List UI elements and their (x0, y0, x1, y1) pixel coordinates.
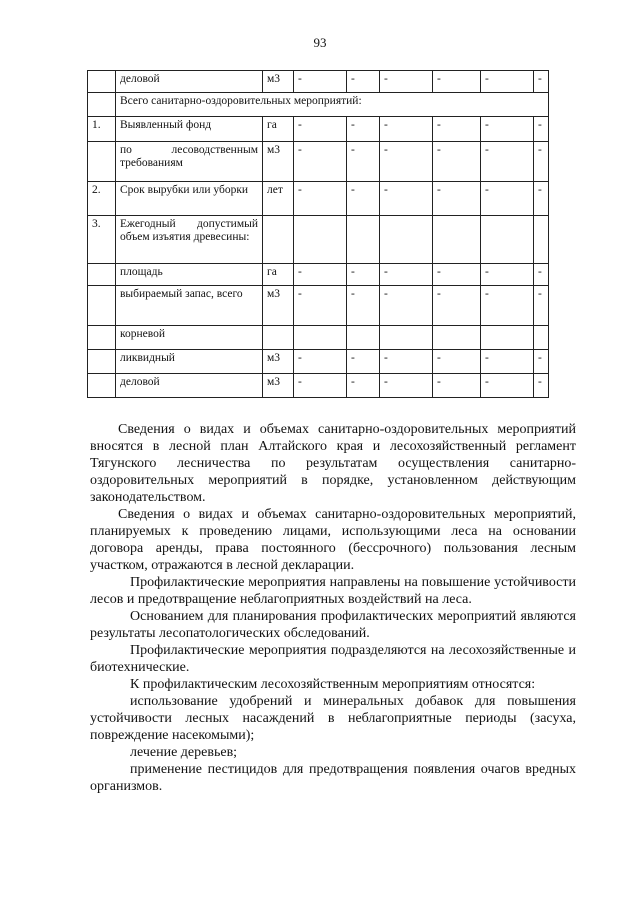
value-cell: - (347, 71, 380, 93)
unit-cell: м3 (263, 142, 294, 182)
value-cell: - (380, 117, 433, 142)
table-row (88, 117, 549, 142)
value-cell (294, 216, 347, 264)
value-cell: - (347, 182, 380, 216)
value-cell: - (481, 71, 534, 93)
forestry-table (87, 70, 549, 398)
row-number-cell: 3. (88, 216, 116, 264)
value-cell: - (534, 374, 549, 398)
table-row (88, 264, 549, 286)
value-cell: - (380, 142, 433, 182)
indicator-name-cell: по лесоводственным требованиям (116, 142, 263, 182)
unit-cell: м3 (263, 374, 294, 398)
value-cell (481, 326, 534, 350)
value-cell: - (481, 182, 534, 216)
value-cell: - (433, 286, 481, 326)
value-cell: - (433, 182, 481, 216)
body-text (90, 421, 576, 795)
paragraph: Сведения о видах и объемах санитарно-оздоровительных мероприятий вносятся в лесной план Алтайского края и лесохозяйственный регламент Тягунского лесничества по результатам осуществления санитарно-оздоровительных мероприятий в порядке, установленном действующим законодательством. (90, 422, 576, 505)
unit-cell: м3 (263, 350, 294, 374)
value-cell: - (534, 71, 549, 93)
paragraph: Сведения о видах и объемах санитарно-оздоровительных мероприятий, планируемых к проведению лицами, использующими леса на основании договора аренды, права постоянного (бессрочного) пользования лесным участком, отражаются в лесной декларации. (90, 507, 576, 573)
value-cell: - (433, 71, 481, 93)
table-row (88, 182, 549, 216)
value-cell: - (380, 182, 433, 216)
table-row (88, 326, 549, 350)
paragraph: применение пестицидов для предотвращения появления очагов вредных организмов. (90, 762, 576, 794)
row-number-cell (88, 374, 116, 398)
value-cell: - (433, 350, 481, 374)
indicator-name-cell: площадь (116, 264, 263, 286)
row-number-cell (88, 142, 116, 182)
value-cell: - (347, 117, 380, 142)
unit-cell: лет (263, 182, 294, 216)
value-cell: - (433, 142, 481, 182)
value-cell (433, 216, 481, 264)
paragraph: Профилактические мероприятия направлены на повышение устойчивости лесов и предотвращение неблагоприятных воздействий на леса. (90, 575, 576, 607)
page-number: 93 (313, 35, 327, 50)
value-cell (481, 216, 534, 264)
value-cell: - (534, 182, 549, 216)
table-row (88, 350, 549, 374)
unit-cell: га (263, 117, 294, 142)
indicator-name-cell: Ежегодный допустимый объем изъятия древесины: (116, 216, 263, 264)
value-cell: - (481, 374, 534, 398)
row-number-cell (88, 326, 116, 350)
value-cell: - (294, 374, 347, 398)
table-section-row (88, 93, 549, 117)
unit-cell (263, 326, 294, 350)
value-cell: - (347, 350, 380, 374)
row-number-cell (88, 93, 116, 117)
paragraph: лечение деревьев; (130, 745, 238, 760)
paragraph: использование удобрений и минеральных добавок для повышения устойчивости лесных насаждений в неблагоприятные периоды (засуха, повреждение насекомыми); (90, 694, 576, 743)
value-cell: - (380, 350, 433, 374)
table-row (88, 286, 549, 326)
section-title: Всего санитарно-оздоровительных мероприятий: (116, 93, 549, 117)
paragraph: Профилактические мероприятия подразделяются на лесохозяйственные и биотехнические. (90, 643, 576, 675)
value-cell: - (294, 71, 347, 93)
value-cell: - (294, 286, 347, 326)
value-cell (294, 326, 347, 350)
value-cell: - (294, 264, 347, 286)
table-row (88, 142, 549, 182)
value-cell (347, 216, 380, 264)
value-cell: - (380, 374, 433, 398)
value-cell: - (534, 286, 549, 326)
value-cell: - (380, 264, 433, 286)
value-cell: - (347, 374, 380, 398)
value-cell: - (294, 117, 347, 142)
table-row (88, 374, 549, 398)
unit-cell: м3 (263, 71, 294, 93)
value-cell: - (481, 264, 534, 286)
value-cell: - (294, 142, 347, 182)
table-row (88, 71, 549, 93)
row-number-cell: 2. (88, 182, 116, 216)
paragraph: Основанием для планирования профилактических мероприятий являются результаты лесопатологических обследований. (90, 609, 576, 641)
indicator-name-cell: корневой (116, 326, 263, 350)
value-cell: - (534, 350, 549, 374)
row-number-cell: 1. (88, 117, 116, 142)
value-cell: - (481, 286, 534, 326)
value-cell (433, 326, 481, 350)
indicator-name-cell: деловой (116, 374, 263, 398)
paragraph: К профилактическим лесохозяйственным мероприятиям относятся: (130, 677, 536, 692)
value-cell: - (481, 142, 534, 182)
value-cell (534, 216, 549, 264)
value-cell (380, 216, 433, 264)
unit-cell (263, 216, 294, 264)
row-number-cell (88, 286, 116, 326)
row-number-cell (88, 350, 116, 374)
value-cell: - (380, 286, 433, 326)
indicator-name-cell: ликвидный (116, 350, 263, 374)
indicator-name-cell: Выявленный фонд (116, 117, 263, 142)
indicator-name-cell: выбираемый запас, всего (116, 286, 263, 326)
value-cell: - (380, 71, 433, 93)
row-number-cell (88, 71, 116, 93)
indicator-name-cell: деловой (116, 71, 263, 93)
value-cell: - (534, 142, 549, 182)
unit-cell: м3 (263, 286, 294, 326)
unit-cell: га (263, 264, 294, 286)
value-cell (347, 326, 380, 350)
value-cell (380, 326, 433, 350)
row-number-cell (88, 264, 116, 286)
value-cell: - (347, 142, 380, 182)
value-cell: - (347, 286, 380, 326)
value-cell (534, 326, 549, 350)
value-cell: - (481, 117, 534, 142)
value-cell: - (481, 350, 534, 374)
value-cell: - (294, 182, 347, 216)
table-row (88, 216, 549, 264)
value-cell: - (433, 374, 481, 398)
value-cell: - (433, 264, 481, 286)
value-cell: - (433, 117, 481, 142)
value-cell: - (347, 264, 380, 286)
value-cell: - (534, 117, 549, 142)
value-cell: - (534, 264, 549, 286)
indicator-name-cell: Срок вырубки или уборки (116, 182, 263, 216)
value-cell: - (294, 350, 347, 374)
